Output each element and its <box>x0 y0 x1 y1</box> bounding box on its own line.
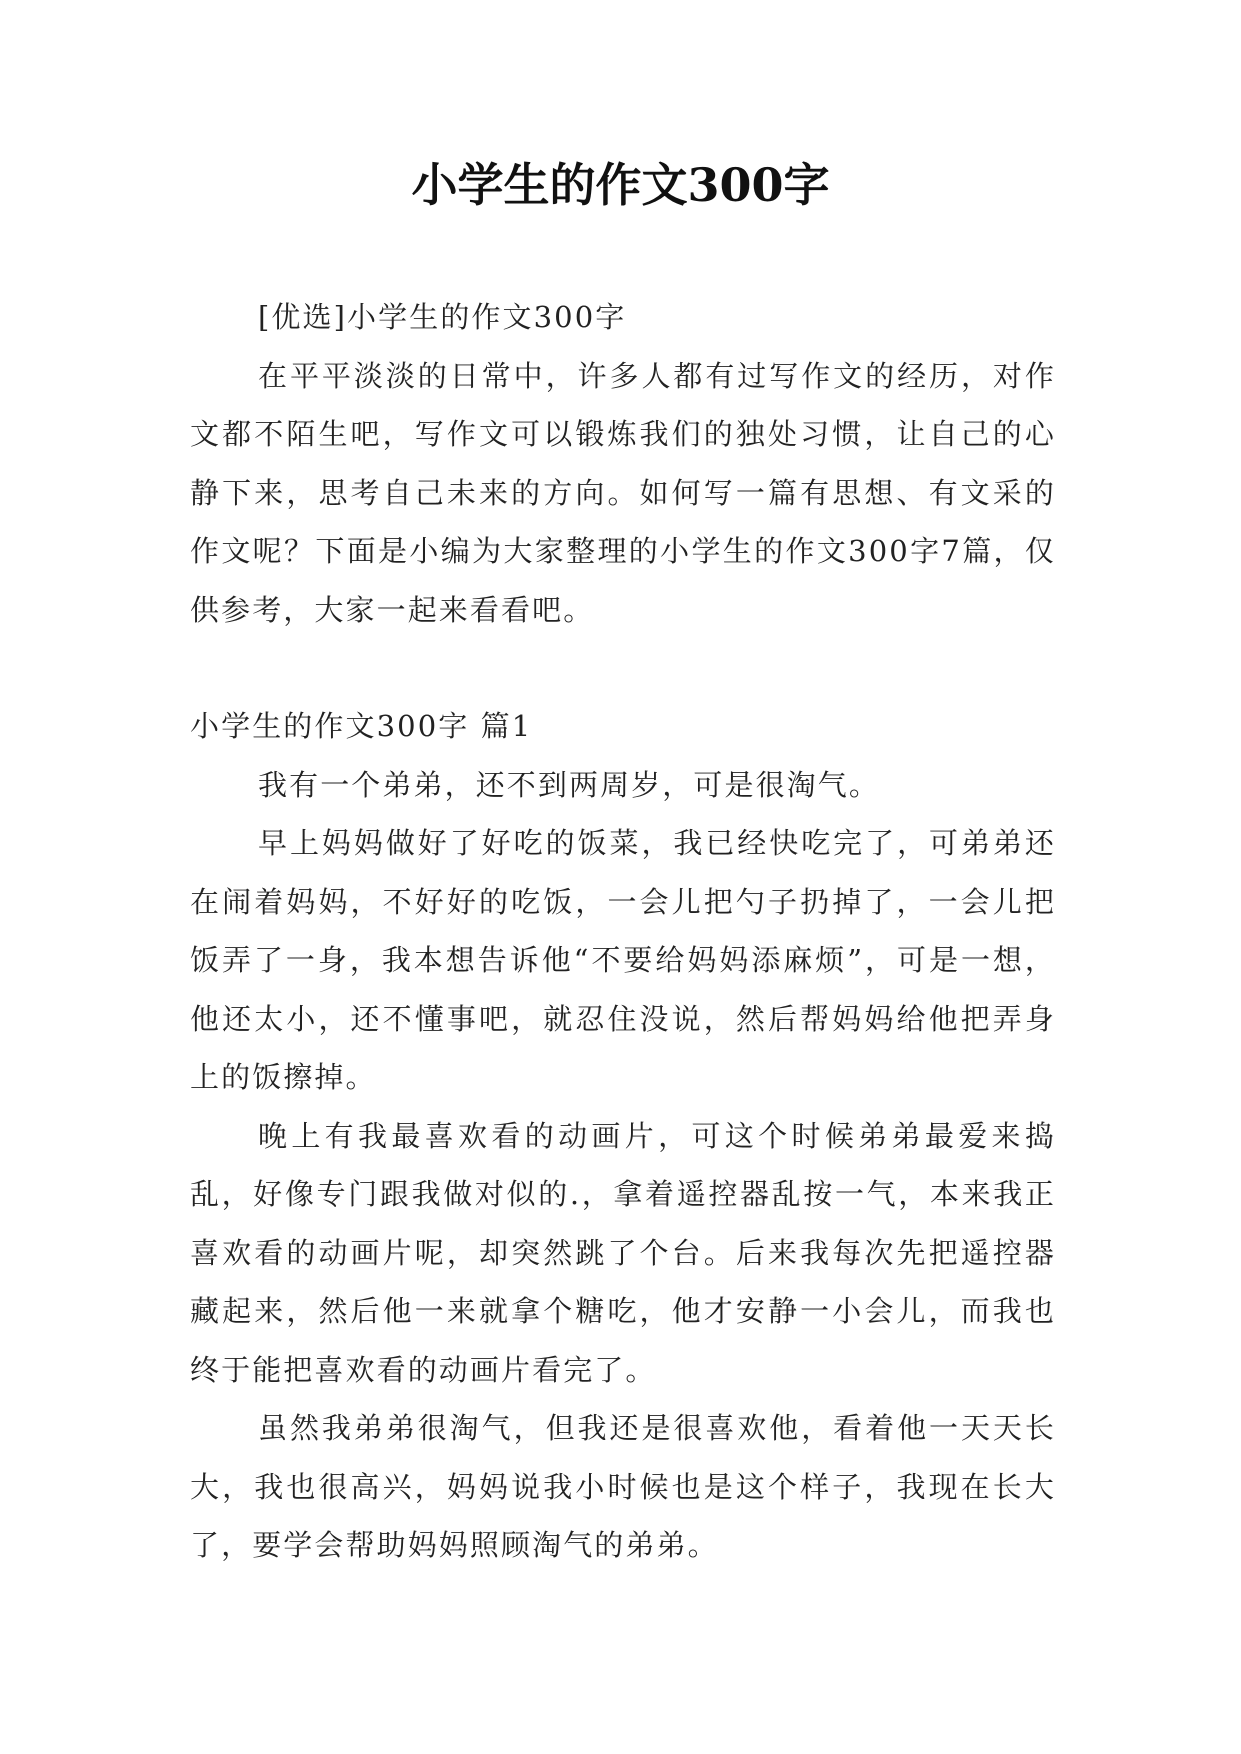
document-subtitle: [优选]小学生的作文300字 <box>258 300 627 334</box>
body-paragraph: 我有一个弟弟，还不到两周岁，可是很淘气。 <box>258 767 881 802</box>
intro-paragraph: 在平平淡淡的日常中，许多人都有过写作文的经历，对作文都不陌生吧，写作文可以锻炼我们的独处习惯，让自己的心静下来，思考自己未来的方向。如何写一篇有思想、有文采的作文呢？下面是小编为大家整理的小学生的作文300字7篇，仅供参考，大家一起来看看吧。 <box>190 358 1056 627</box>
document-body <box>190 288 1056 1575</box>
section-heading: 小学生的作文300字 篇1 <box>190 709 533 743</box>
section-gap <box>190 639 1056 697</box>
body-paragraph: 晚上有我最喜欢看的动画片，可这个时候弟弟最爱来捣乱，好像专门跟我做对似的.，拿着遥控器乱按一气，本来我正喜欢看的动画片呢，却突然跳了个台。后来我每次先把遥控器藏起来，然后他一来就拿个糖吃，他才安静一小会儿，而我也终于能把喜欢看的动画片看完了。 <box>190 1118 1056 1387</box>
body-paragraph: 虽然我弟弟很淘气，但我还是很喜欢他，看着他一天天长大，我也很高兴，妈妈说我小时候也是这个样子，我现在长大了，要学会帮助妈妈照顾淘气的弟弟。 <box>190 1411 1056 1562</box>
body-paragraph: 早上妈妈做好了好吃的饭菜，我已经快吃完了，可弟弟还在闹着妈妈，不好好的吃饭，一会儿把勺子扔掉了，一会儿把饭弄了一身，我本想告诉他“不要给妈妈添麻烦”，可是一想，他还太小，还不懂事吧，就忍住没说，然后帮妈妈给他把弄身上的饭擦掉。 <box>190 826 1056 1094</box>
document-title: 小学生的作文300字 <box>411 158 830 212</box>
